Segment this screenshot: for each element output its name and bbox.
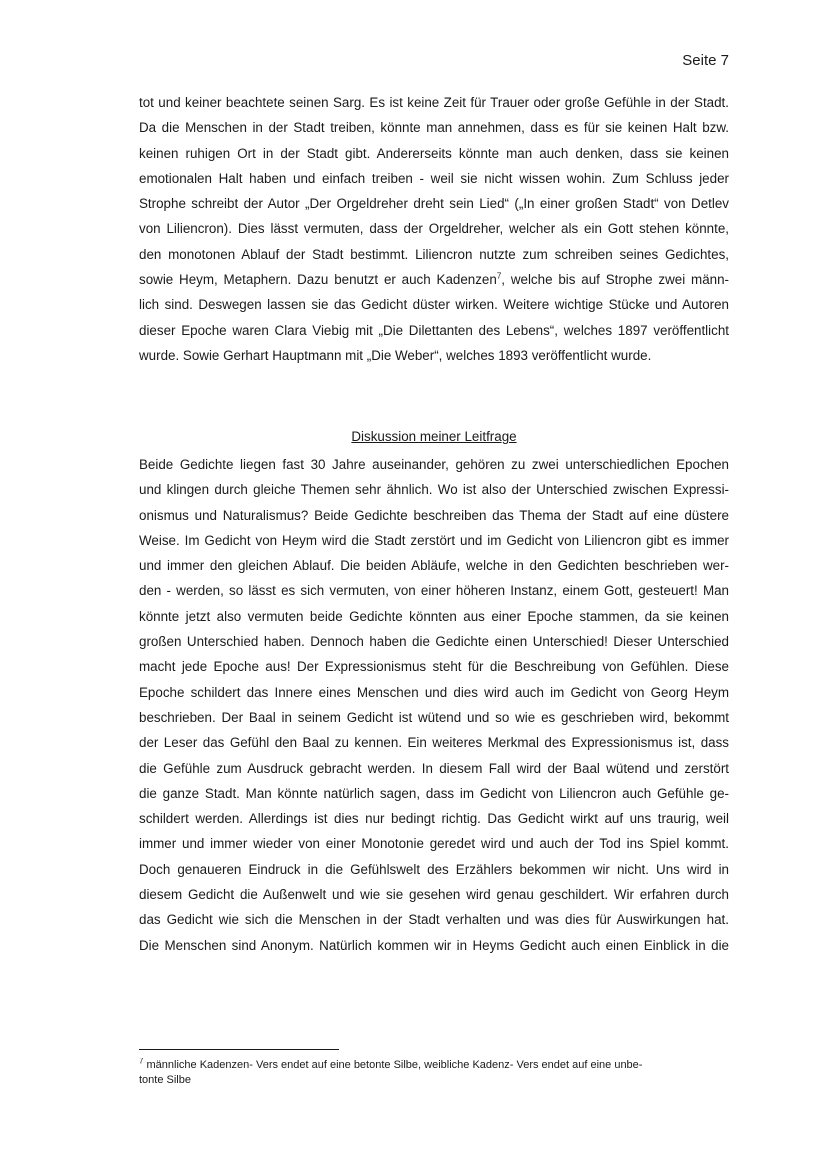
paragraph-1 — [139, 90, 729, 368]
footnote-text: männliche Kadenzen- Vers endet auf eine betonte Silbe, weibliche Kadenz- Vers endet auf eine unbe- — [143, 1059, 643, 1071]
footnote-line — [139, 1058, 729, 1073]
text-line: beschrieben. Der Baal in seinem Gedicht ist wütend und so wie es geschrieben wird, bekommt — [139, 709, 729, 725]
text-line: Weise. Im Gedicht von Heym wird die Stadt zerstört und im Gedicht von Liliencron gibt es immer — [139, 532, 729, 548]
text-line: wurde. Sowie Gerhart Hauptmann mit „Die Weber“, welches 1893 veröffentlicht wurde. — [139, 347, 652, 363]
page-number: Seite 7 — [682, 52, 729, 69]
text-line-with-footnote — [139, 267, 729, 292]
section-heading: Diskussion meiner Leitfrage — [351, 429, 517, 444]
text-line: dieser Epoche waren Clara Viebig mit „Die Dilettanten des Lebens“, welches 1897 veröffentlicht — [139, 322, 729, 338]
footnote-reference[interactable]: 7 — [496, 271, 502, 281]
text-line: keinen ruhigen Ort in der Stadt gibt. Andererseits könnte man auch denken, dass sie keinen — [139, 145, 729, 161]
paragraph-2 — [139, 452, 729, 958]
text-line: den monotonen Ablauf der Stadt bestimmt. Liliencron nutzte zum schreiben seines Gedichtes, — [139, 246, 729, 262]
text-line: der Leser das Gefühl den Baal zu kennen. Ein weiteres Merkmal des Expressionismus ist, dass — [139, 735, 729, 751]
text-line: immer und immer wieder von einer Monotonie geredet wird und auch der Tod ins Spiel kommt. — [139, 836, 729, 852]
text-line: und immer den gleichen Ablauf. Die beiden Abläufe, welche in den Gedichten beschrieben wer- — [139, 558, 729, 574]
text-line: die Gefühle zum Ausdruck gebracht werden. In diesem Fall wird der Baal wütend und zerstört — [139, 760, 729, 776]
text-line: Doch genaueren Eindruck in die Gefühlswelt des Erzählers bekommen wir nicht. Uns wird in — [139, 861, 729, 877]
text-line: Beide Gedichte liegen fast 30 Jahre auseinander, gehören zu zwei unterschiedlichen Epochen — [139, 457, 729, 472]
text-line: die ganze Stadt. Man könnte natürlich sagen, dass im Gedicht von Liliencron auch Gefühle ge- — [139, 785, 729, 801]
text-fragment: sowie Heym, Metaphern. Dazu benutzt er auch Kadenzen — [139, 272, 497, 288]
footnote-line: tonte Silbe — [139, 1074, 191, 1086]
text-line: das Gedicht wie sich die Menschen in der Stadt verhalten und was dies für Auswirkungen hat. — [139, 912, 729, 928]
text-line: Epoche schildert das Innere eines Menschen und dies wird auch im Gedicht von Georg Heym — [139, 684, 729, 700]
footnote — [139, 1058, 729, 1088]
text-line: den - werden, so lässt es sich vermuten, von einer höheren Instanz, einem Gott, gesteuert! Man — [139, 583, 729, 599]
text-line: Da die Menschen in der Stadt treiben, könnte man annehmen, dass es für sie keinen Halt bzw. — [139, 120, 729, 136]
text-line: großen Unterschied haben. Dennoch haben die Gedichte einen Unterschied! Dieser Unterschied — [139, 634, 729, 650]
footnote-separator — [139, 1049, 339, 1050]
text-line: tot und keiner beachtete seinen Sarg. Es ist keine Zeit für Trauer oder große Gefühle in der Stadt. — [139, 95, 729, 110]
text-line: Die Menschen sind Anonym. Natürlich kommen wir in Heyms Gedicht auch einen Einblick in die — [139, 937, 729, 953]
text-fragment: , welche bis auf Strophe zwei männ- — [501, 272, 729, 288]
text-line: könnte jetzt also vermuten beide Gedichte könnten aus einer Epoche stammen, da sie keinen — [139, 608, 729, 624]
text-line: lich sind. Deswegen lassen sie das Gedicht düster wirken. Weitere wichtige Stücke und Autoren — [139, 297, 729, 313]
text-line: emotionalen Halt haben und einfach treiben - weil sie nicht wissen wohin. Zum Schluss jeder — [139, 170, 729, 186]
text-line: diesem Gedicht die Außenwelt und wie sie gesehen wird genau geschildert. Wir erfahren durch — [139, 887, 729, 903]
footnote-marker: 7 — [139, 1058, 144, 1066]
text-line: schildert werden. Allerdings ist dies nur bedingt richtig. Das Gedicht wirkt auf uns traurig, weil — [139, 811, 729, 827]
text-line: macht jede Epoche aus! Der Expressionismus steht für die Beschreibung von Gefühlen. Diese — [139, 659, 729, 675]
text-line: und klingen durch gleiche Themen sehr ähnlich. Wo ist also der Unterschied zwischen Expressi- — [139, 482, 729, 498]
text-line: Strophe schreibt der Autor „Der Orgeldreher dreht sein Lied“ („In einer großen Stadt“ von Detlev — [139, 196, 729, 212]
text-line: onismus und Naturalismus? Beide Gedichte beschreiben das Thema der Stadt auf eine düstere — [139, 507, 729, 523]
text-line: von Liliencron). Dies lässt vermuten, dass der Orgeldreher, welcher als ein Gott stehen könnte, — [139, 221, 729, 237]
